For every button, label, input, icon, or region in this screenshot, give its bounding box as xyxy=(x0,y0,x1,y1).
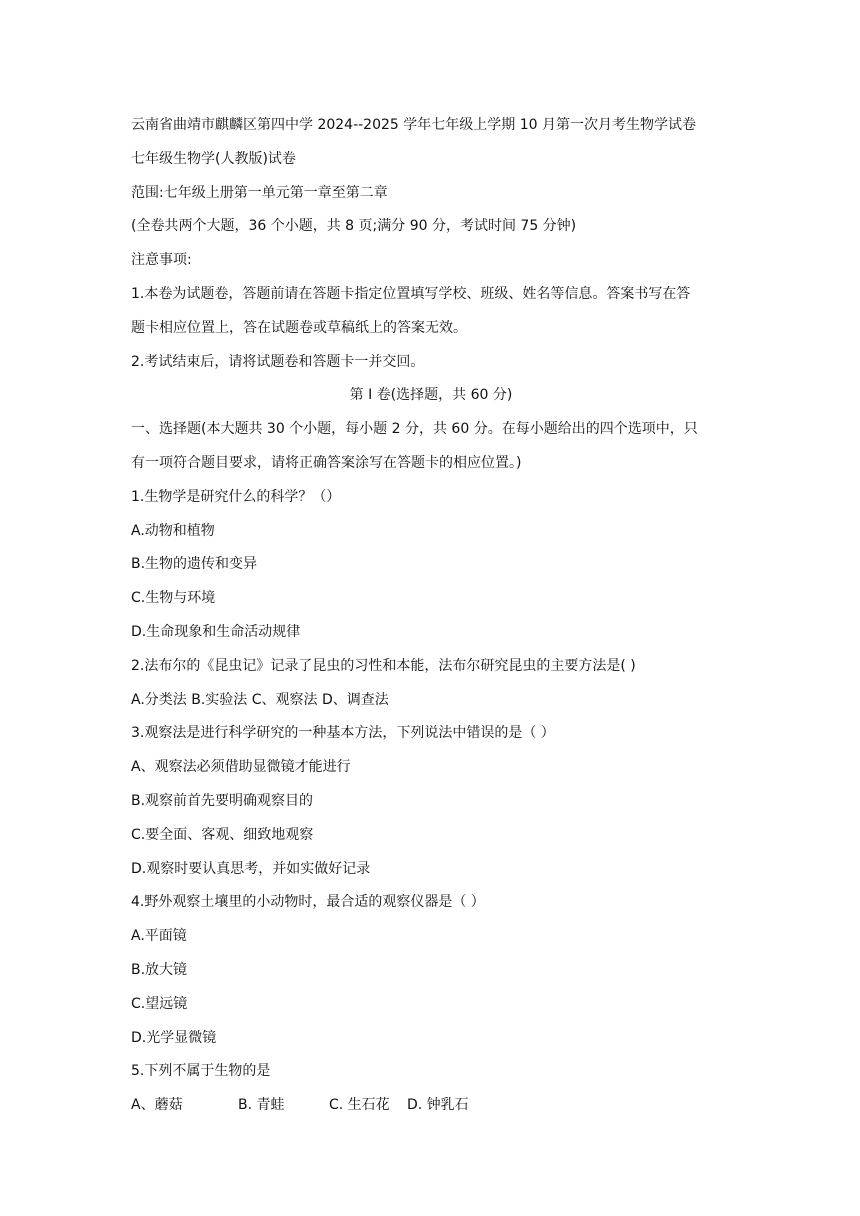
question-1-stem: 1.生物学是研究什么的科学？（） xyxy=(131,488,341,505)
question-1-option-a: A.动物和植物 xyxy=(131,522,215,539)
question-3-option-c: C.要全面、客观、细致地观察 xyxy=(131,826,314,843)
question-5-option-a: A、蘑菇 xyxy=(131,1097,183,1114)
question-3-option-a: A、观察法必须借助显微镜才能进行 xyxy=(131,759,351,776)
section-instructions-line-2: 有一项符合题目要求，请将正确答案涂写在答题卡的相应位置。) xyxy=(131,454,522,471)
exam-subtitle: 七年级生物学(人教版)试卷 xyxy=(131,150,296,167)
question-3-stem: 3.观察法是进行科学研究的一种基本方法，下列说法中错误的是（ ） xyxy=(131,725,555,742)
document-body xyxy=(131,109,731,1123)
question-1-option-c: C.生物与环境 xyxy=(131,590,216,607)
question-4-option-c: C.望远镜 xyxy=(131,995,188,1012)
question-5-option-b: B. 青蛙 xyxy=(238,1097,285,1114)
question-3-option-b: B.观察前首先要明确观察目的 xyxy=(131,792,314,809)
exam-title: 云南省曲靖市麒麟区第四中学 2024--2025 学年七年级上学期 10 月第一次月考生物学试卷 xyxy=(131,117,696,133)
question-2-stem: 2.法布尔的《昆虫记》记录了昆虫的习性和本能，法布尔研究昆虫的主要方法是( ) xyxy=(131,657,636,674)
question-5-options xyxy=(131,1089,731,1123)
question-1-option-d: D.生命现象和生命活动规律 xyxy=(131,623,301,640)
notice-item-1-line-1: 1.本卷为试题卷，答题前请在答题卡指定位置填写学校、班级、姓名等信息。答案书写在答 xyxy=(131,285,691,302)
question-5-option-d: D. 钟乳石 xyxy=(407,1097,469,1114)
exam-scope: 范围:七年级上册第一单元第一章至第二章 xyxy=(131,184,388,201)
question-4-option-b: B.放大镜 xyxy=(131,961,188,978)
question-5-stem: 5.下列不属于生物的是 xyxy=(131,1063,271,1080)
question-5-option-c: C. 生石花 xyxy=(329,1097,390,1114)
part-1-title: 第 I 卷(选择题，共 60 分) xyxy=(349,387,513,404)
question-3-option-d: D.观察时要认真思考，并如实做好记录 xyxy=(131,860,371,877)
section-instructions-line-1: 一、选择题(本大题共 30 个小题，每小题 2 分，共 60 分。在每小题给出的四个选项中，只 xyxy=(131,421,698,438)
question-4-stem: 4.野外观察土壤里的小动物时，最合适的观察仪器是（ ） xyxy=(131,894,485,911)
question-2-options: A.分类法 B.实验法 C、观察法 D、调查法 xyxy=(131,691,389,708)
notice-item-1-line-2: 题卡相应位置上，答在试题卷或草稿纸上的答案无效。 xyxy=(131,319,467,336)
notice-heading: 注意事项: xyxy=(131,252,192,269)
question-4-option-a: A.平面镜 xyxy=(131,928,187,945)
notice-item-2: 2.考试结束后，请将试题卷和答题卡一并交回。 xyxy=(131,353,425,370)
question-4-option-d: D.光学显微镜 xyxy=(131,1029,217,1046)
exam-info: (全卷共两个大题，36 个小题，共 8 页;满分 90 分，考试时间 75 分钟) xyxy=(131,218,577,235)
question-1-option-b: B.生物的遗传和变异 xyxy=(131,556,258,573)
